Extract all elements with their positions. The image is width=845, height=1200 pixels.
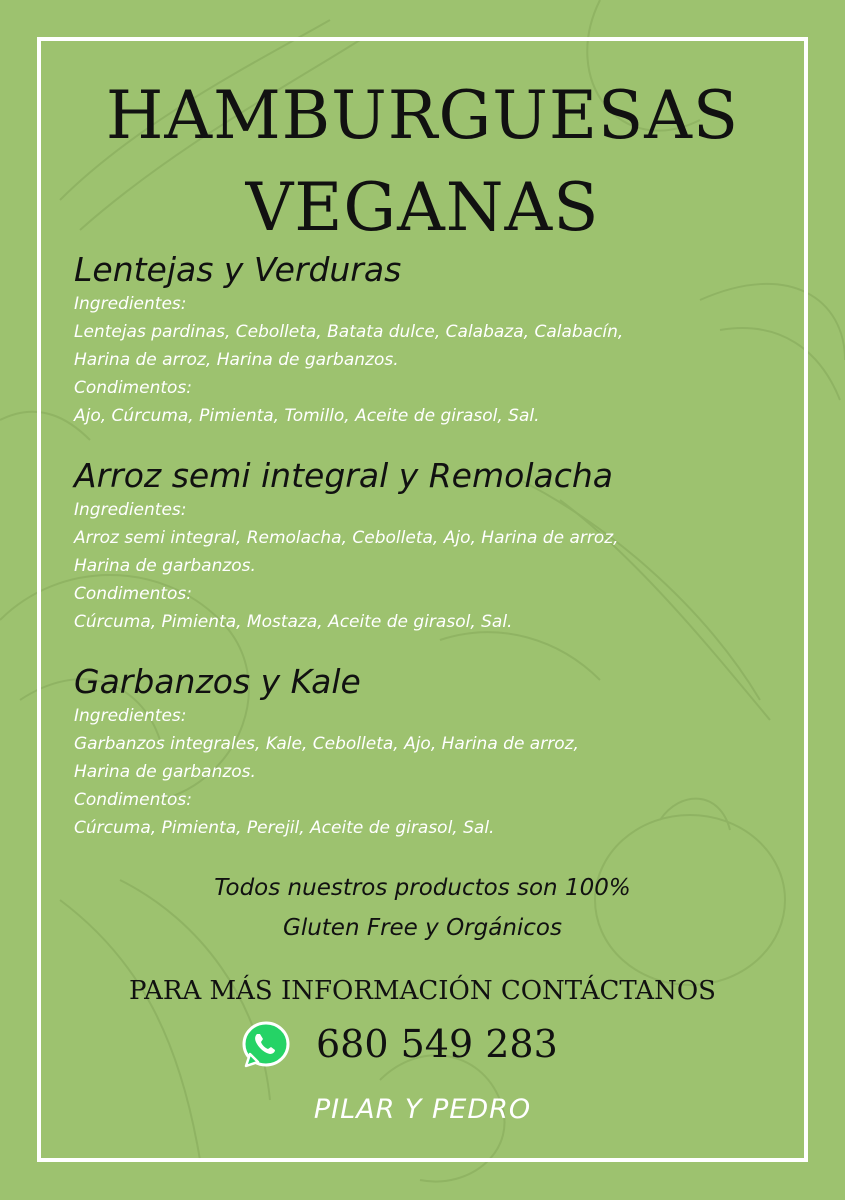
claim-line2: Gluten Free y Orgánicos <box>283 915 562 941</box>
ingredients-line: Harina de garbanzos. <box>74 762 256 782</box>
ingredients-label: Ingredientes: <box>74 706 187 726</box>
contact-label: PARA MÁS INFORMACIÓN CONTÁCTANOS <box>129 976 716 1006</box>
phone-row <box>236 1016 558 1072</box>
condiments-label: Condimentos: <box>74 584 193 604</box>
condiments-list: Cúrcuma, Pimienta, Perejil, Aceite de girasol, Sal. <box>74 818 495 838</box>
page-title-line2: VEGANAS <box>245 169 600 246</box>
ingredients-line: Lentejas pardinas, Cebolleta, Batata dulce, Calabaza, Calabacín, <box>74 322 624 342</box>
claim-line1: Todos nuestros productos son 100% <box>214 875 631 901</box>
burger-section-arroz <box>74 456 774 636</box>
ingredients-line: Garbanzos integrales, Kale, Cebolleta, Ajo, Harina de arroz, <box>74 734 579 754</box>
page-title-line1: HAMBURGUESAS <box>105 77 740 154</box>
phone-number[interactable]: 680 549 283 <box>316 1022 558 1066</box>
burger-name: Garbanzos y Kale <box>74 662 361 701</box>
condiments-label: Condimentos: <box>74 378 193 398</box>
ingredients-line: Harina de arroz, Harina de garbanzos. <box>74 350 399 370</box>
condiments-label: Condimentos: <box>74 790 193 810</box>
whatsapp-icon <box>236 1018 294 1070</box>
ingredients-line: Arroz semi integral, Remolacha, Cebolleta, Ajo, Harina de arroz, <box>74 528 619 548</box>
ingredients-line: Harina de garbanzos. <box>74 556 256 576</box>
burger-section-lentejas <box>74 250 774 430</box>
signature: PILAR Y PEDRO <box>313 1094 532 1125</box>
burger-name: Lentejas y Verduras <box>74 250 402 289</box>
condiments-list: Cúrcuma, Pimienta, Mostaza, Aceite de girasol, Sal. <box>74 612 513 632</box>
burger-section-garbanzos <box>74 662 774 842</box>
condiments-list: Ajo, Cúrcuma, Pimienta, Tomillo, Aceite de girasol, Sal. <box>74 406 540 426</box>
burger-name: Arroz semi integral y Remolacha <box>74 456 613 495</box>
ingredients-label: Ingredientes: <box>74 294 187 314</box>
ingredients-label: Ingredientes: <box>74 500 187 520</box>
